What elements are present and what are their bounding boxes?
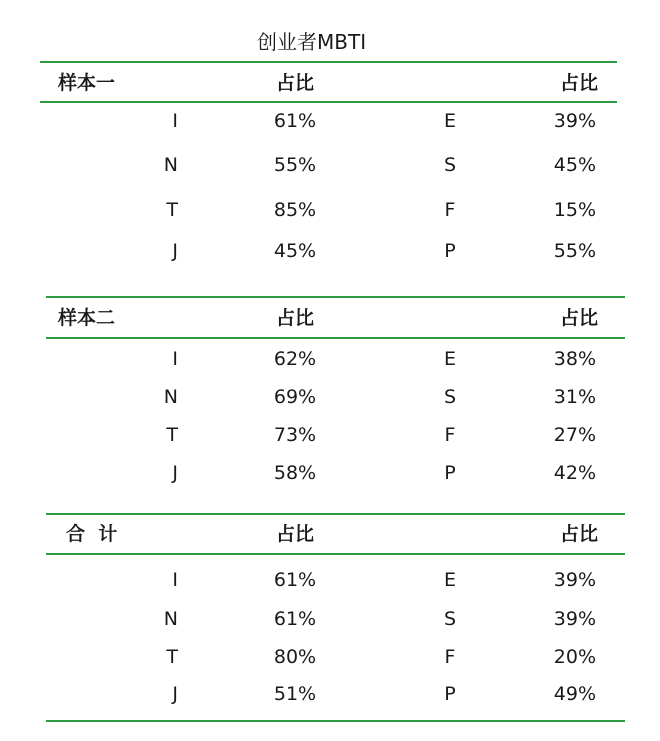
trait-b: F (444, 199, 456, 221)
trait-a-value: 80% (273, 646, 317, 668)
trait-b: P (444, 240, 456, 262)
trait-a-value: 61% (273, 569, 317, 591)
trait-a: T (166, 199, 178, 221)
trait-b: S (443, 154, 457, 176)
trait-a: J (172, 240, 178, 262)
trait-b: F (444, 646, 456, 668)
trait-b: E (443, 348, 456, 370)
trait-b: S (443, 608, 457, 630)
trait-b-value: 27% (553, 424, 596, 446)
table-rule-bottom (46, 720, 625, 722)
trait-b: P (444, 462, 456, 484)
table-rule-top (46, 513, 625, 515)
trait-b: F (444, 424, 456, 446)
trait-b-value: 45% (553, 154, 596, 176)
trait-a-value: 85% (273, 199, 317, 221)
trait-a: T (166, 424, 178, 446)
trait-a-value: 61% (273, 608, 317, 630)
trait-a-value: 73% (273, 424, 317, 446)
trait-a-value: 58% (273, 462, 317, 484)
trait-a-value: 45% (273, 240, 317, 262)
table-rule-header (40, 101, 617, 103)
trait-b-value: 49% (553, 683, 596, 705)
trait-a: N (163, 154, 178, 176)
trait-b-value: 39% (553, 608, 596, 630)
trait-a-value: 61% (273, 110, 317, 132)
trait-b-value: 31% (553, 386, 596, 408)
trait-b-value: 20% (553, 646, 596, 668)
trait-b: S (443, 386, 457, 408)
header-ratio-a: 占比 (275, 523, 314, 545)
trait-a: I (172, 348, 178, 370)
table-rule-header (46, 553, 625, 555)
trait-b-value: 55% (553, 240, 596, 262)
trait-b: E (443, 110, 456, 132)
section-name: 合 计 (66, 523, 118, 545)
header-ratio-b: 占比 (559, 72, 598, 94)
trait-a-value: 55% (273, 154, 317, 176)
trait-a-value: 69% (273, 386, 317, 408)
trait-a: I (172, 569, 178, 591)
trait-b: P (444, 683, 456, 705)
trait-a-value: 51% (273, 683, 317, 705)
trait-b-value: 42% (553, 462, 596, 484)
trait-b-value: 15% (553, 199, 596, 221)
header-ratio-a: 占比 (275, 307, 314, 329)
trait-a: J (172, 683, 178, 705)
trait-a: N (163, 386, 178, 408)
trait-b: E (443, 569, 456, 591)
trait-a: J (172, 462, 178, 484)
header-ratio-b: 占比 (559, 523, 598, 545)
trait-a: T (166, 646, 178, 668)
trait-b-value: 38% (553, 348, 596, 370)
table-rule-top (46, 296, 625, 298)
section-name: 样本一 (58, 72, 116, 94)
header-ratio-b: 占比 (559, 307, 598, 329)
section-name: 样本二 (58, 307, 116, 329)
header-ratio-a: 占比 (275, 72, 314, 94)
page-title: 创业者MBTI (257, 30, 367, 54)
trait-b-value: 39% (553, 110, 596, 132)
trait-b-value: 39% (553, 569, 596, 591)
trait-a-value: 62% (273, 348, 317, 370)
trait-a: N (163, 608, 178, 630)
table-rule-header (46, 337, 625, 339)
trait-a: I (172, 110, 178, 132)
table-rule-top (40, 61, 617, 63)
